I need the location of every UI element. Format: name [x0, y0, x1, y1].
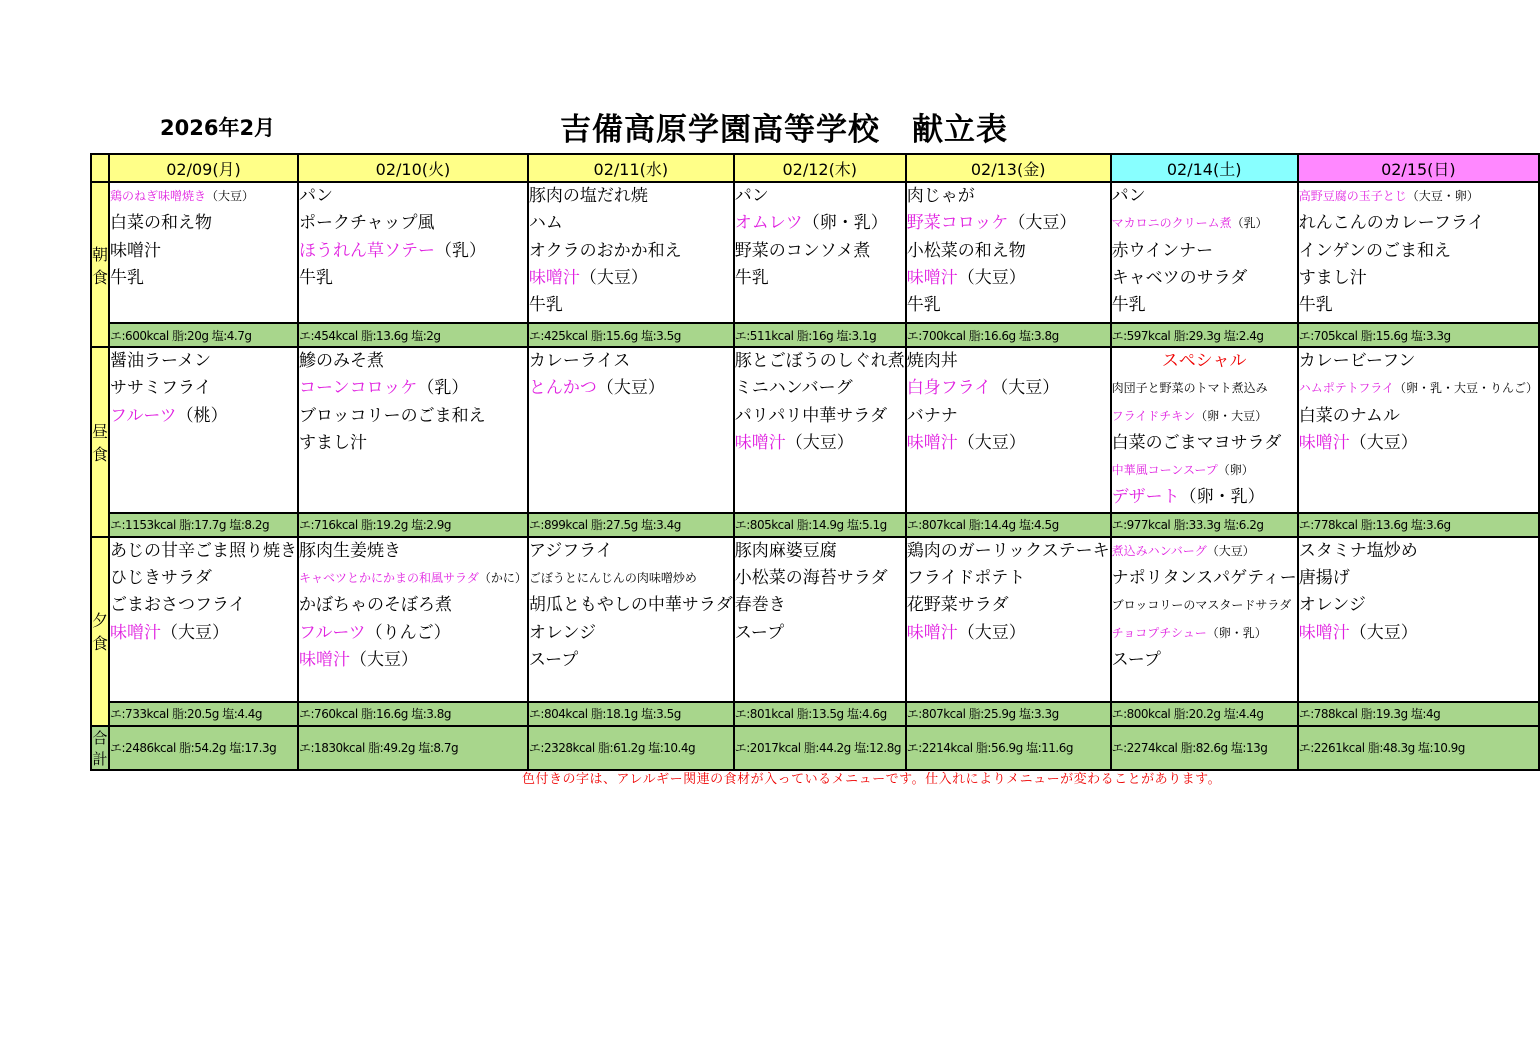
- dish-name: ポークチャップ風: [299, 213, 435, 234]
- nutrition-cell: エ:804kcal 脂:18.1g 塩:3.5g: [528, 702, 734, 726]
- dish-name: 豚肉の塩だれ焼: [528, 186, 648, 206]
- allergen-dish-name: 味噌汁: [1298, 432, 1350, 453]
- menu-cell: [734, 537, 906, 702]
- menu-item: [1299, 183, 1538, 210]
- menu-item: [299, 592, 527, 619]
- allergen-tag: （大豆・卵）: [1406, 189, 1479, 203]
- menu-item: [299, 538, 527, 565]
- dish-name: 豚とごぼうのしぐれ煮: [734, 351, 905, 371]
- dish-name: 牛乳: [1298, 295, 1333, 316]
- dish-name: オクラのおかか和え: [528, 240, 682, 261]
- meal-row-lunch: [91, 347, 1539, 513]
- allergen-dish-name: 野菜コロッケ: [906, 213, 1009, 234]
- dish-name: ササミフライ: [110, 378, 212, 399]
- allergen-tag: （卵・乳）: [1179, 487, 1265, 508]
- menu-item: [529, 292, 733, 319]
- allergen-dish-name: 中華風コーンスープ: [1111, 463, 1218, 478]
- dish-name: 味噌汁: [110, 240, 162, 261]
- menu-cell: [109, 537, 298, 702]
- dish-name: オレンジ: [528, 622, 597, 643]
- allergen-dish-name: フルーツ: [110, 405, 177, 426]
- allergen-tag: （大豆）: [957, 432, 1026, 453]
- menu-cell: [109, 347, 298, 513]
- month-label: 2026年2月: [160, 116, 276, 140]
- dish-name: 牛乳: [906, 295, 941, 316]
- dish-name: 小松菜の海苔サラダ: [734, 568, 888, 589]
- menu-cell: [1298, 347, 1539, 513]
- allergen-dish-name: 味噌汁: [1298, 622, 1350, 643]
- menu-item: [1112, 457, 1297, 484]
- allergen-tag: （りんご）: [365, 622, 451, 643]
- dish-name: 醤油ラーメン: [110, 351, 212, 371]
- menu-item: [907, 620, 1110, 647]
- menu-item: [1112, 592, 1297, 619]
- corner-cell: [91, 154, 109, 182]
- dish-name: 牛乳: [528, 295, 563, 316]
- menu-cell: [734, 182, 906, 323]
- allergen-dish-name: 白身フライ: [906, 378, 992, 399]
- menu-item: [529, 538, 733, 565]
- menu-cell: [1111, 537, 1298, 702]
- menu-item: [110, 565, 297, 592]
- menu-item: [110, 538, 297, 565]
- allergen-tag: （大豆）: [991, 378, 1060, 399]
- menu-item: [1299, 210, 1538, 237]
- menu-item: [1112, 238, 1297, 265]
- nutrition-cell: エ:716kcal 脂:19.2g 塩:2.9g: [298, 513, 528, 537]
- allergen-dish-name: 味噌汁: [906, 267, 958, 288]
- dish-name: 牛乳: [1111, 295, 1146, 316]
- menu-item: [907, 375, 1110, 402]
- dish-name: バナナ: [906, 405, 958, 426]
- menu-item: [299, 210, 527, 237]
- allergen-tag: （大豆）: [350, 649, 419, 670]
- menu-item: [1112, 565, 1297, 592]
- menu-item: [110, 403, 297, 430]
- allergen-dish-name: フルーツ: [299, 622, 366, 643]
- allergen-dish-name: 味噌汁: [734, 432, 786, 453]
- day-header: 02/09(月): [109, 154, 298, 182]
- dish-name: 肉じゃが: [906, 186, 975, 206]
- menu-cell: [298, 347, 528, 513]
- nutrition-cell: エ:800kcal 脂:20.2g 塩:4.4g: [1111, 702, 1298, 726]
- dish-name: すまし汁: [1298, 267, 1367, 288]
- menu-table: [90, 153, 1540, 771]
- menu-item: [1299, 565, 1538, 592]
- day-header: 02/10(火): [298, 154, 528, 182]
- total-label: 合計: [91, 726, 109, 770]
- menu-item: [110, 183, 297, 210]
- allergen-dish-name: デザート: [1111, 487, 1180, 508]
- menu-item: [299, 403, 527, 430]
- total-cell: エ:1830kcal 脂:49.2g 塩:8.7g: [298, 726, 528, 770]
- allergen-tag: （乳）: [417, 378, 469, 399]
- menu-cell: [734, 347, 906, 513]
- nutrition-cell: エ:899kcal 脂:27.5g 塩:3.4g: [528, 513, 734, 537]
- dish-name: れんこんのカレーフライ: [1298, 213, 1485, 234]
- nutrition-row-lunch: [91, 513, 1539, 537]
- nutrition-cell: エ:425kcal 脂:15.6g 塩:3.5g: [528, 323, 734, 347]
- allergen-dish-name: とんかつ: [528, 378, 597, 399]
- menu-cell: [528, 182, 734, 323]
- menu-item: [1112, 183, 1297, 210]
- menu-item: [1299, 348, 1538, 375]
- menu-item: [907, 210, 1110, 237]
- allergen-dish-name: 煮込みハンバーグ: [1111, 543, 1207, 558]
- menu-item: [299, 375, 527, 402]
- menu-item: [735, 238, 905, 265]
- dish-name: ナポリタンスパゲティー: [1111, 568, 1297, 589]
- nutrition-cell: エ:733kcal 脂:20.5g 塩:4.4g: [109, 702, 298, 726]
- menu-item: [529, 565, 733, 592]
- menu-item: [907, 430, 1110, 457]
- menu-item: [1299, 592, 1538, 619]
- allergen-dish-name: フライドチキン: [1111, 408, 1196, 423]
- dish-name: ごまおさつフライ: [110, 595, 246, 616]
- menu-cell: [528, 537, 734, 702]
- dish-name: パリパリ中華サラダ: [734, 405, 888, 426]
- menu-item: [1112, 348, 1297, 375]
- menu-item: [1299, 538, 1538, 565]
- allergen-dish-name: マカロニのクリーム煮: [1111, 216, 1232, 231]
- total-row: [91, 726, 1539, 770]
- dish-name: 唐揚げ: [1298, 568, 1350, 589]
- menu-item: [907, 183, 1110, 210]
- allergen-tag: （かに）: [478, 571, 527, 586]
- menu-item: [735, 430, 905, 457]
- allergen-tag: （大豆）: [1349, 432, 1418, 453]
- dish-name: 野菜のコンソメ煮: [734, 240, 871, 261]
- nutrition-row-dinner: [91, 702, 1539, 726]
- nutrition-cell: エ:600kcal 脂:20g 塩:4.7g: [109, 323, 298, 347]
- nutrition-cell: エ:807kcal 脂:25.9g 塩:3.3g: [906, 702, 1111, 726]
- allergen-dish-name: 鶏のねぎ味噌焼き: [110, 189, 207, 203]
- dish-name: パン: [734, 186, 769, 206]
- menu-item: [907, 292, 1110, 319]
- day-header-row: [91, 154, 1539, 182]
- menu-item: [735, 348, 905, 375]
- dish-name: カレービーフン: [1298, 351, 1416, 371]
- dish-name: パン: [299, 186, 334, 206]
- menu-item: [299, 565, 527, 592]
- menu-item: [1299, 403, 1538, 430]
- dish-name: スタミナ塩炒め: [1298, 540, 1418, 561]
- allergen-dish-name: ハムポテトフライ: [1298, 381, 1394, 396]
- menu-cell: [906, 537, 1111, 702]
- menu-item: [110, 348, 297, 375]
- menu-item: [735, 265, 905, 292]
- allergen-dish-name: コーンコロッケ: [299, 378, 418, 399]
- menu-item: [299, 183, 527, 210]
- nutrition-cell: エ:760kcal 脂:16.6g 塩:3.8g: [298, 702, 528, 726]
- menu-item: [529, 647, 733, 674]
- menu-item: [735, 538, 905, 565]
- nutrition-cell: エ:801kcal 脂:13.5g 塩:4.6g: [734, 702, 906, 726]
- menu-item: [1299, 265, 1538, 292]
- total-cell: エ:2214kcal 脂:56.9g 塩:11.6g: [906, 726, 1111, 770]
- menu-item: [529, 375, 733, 402]
- day-header-saturday: 02/14(土): [1111, 154, 1298, 182]
- menu-cell: [298, 182, 528, 323]
- menu-item: [110, 375, 297, 402]
- menu-item: [529, 620, 733, 647]
- dish-name: 牛乳: [299, 267, 334, 288]
- dish-name: スープ: [528, 649, 579, 670]
- dish-name: 豚肉生姜焼き: [299, 540, 402, 561]
- allergen-tag: （卵・乳）: [802, 213, 888, 234]
- dish-name: ブロッコリーのマスタードサラダ: [1111, 598, 1292, 613]
- total-cell: エ:2274kcal 脂:82.6g 塩:13g: [1111, 726, 1298, 770]
- menu-item: [735, 592, 905, 619]
- total-cell: エ:2017kcal 脂:44.2g 塩:12.8g: [734, 726, 906, 770]
- dish-name: 胡瓜ともやしの中華サラダ: [528, 595, 733, 616]
- nutrition-cell: エ:805kcal 脂:14.9g 塩:5.1g: [734, 513, 906, 537]
- menu-item: [110, 265, 297, 292]
- menu-item: [1299, 620, 1538, 647]
- menu-item: [1112, 292, 1297, 319]
- menu-item: [1299, 375, 1538, 402]
- dish-name: 豚肉麻婆豆腐: [734, 540, 837, 561]
- allergen-tag: （乳）: [435, 240, 487, 261]
- dish-name: 小松菜の和え物: [906, 240, 1026, 261]
- allergen-tag: （大豆）: [957, 267, 1026, 288]
- menu-item: [529, 183, 733, 210]
- dish-name: すまし汁: [299, 432, 368, 453]
- allergen-tag: （桃）: [176, 405, 228, 426]
- dish-name: ひじきサラダ: [110, 568, 212, 589]
- dish-name: 春巻き: [734, 595, 786, 616]
- menu-item: [110, 210, 297, 237]
- nutrition-cell: エ:511kcal 脂:16g 塩:3.1g: [734, 323, 906, 347]
- menu-item: [1299, 238, 1538, 265]
- menu-item: [299, 238, 527, 265]
- meal-row-breakfast: [91, 182, 1539, 323]
- allergen-dish-name: 味噌汁: [528, 267, 580, 288]
- allergen-tag: （卵・乳・大豆・りんご）: [1394, 381, 1539, 396]
- menu-item: [110, 620, 297, 647]
- menu-item: [110, 592, 297, 619]
- dish-name: スープ: [734, 622, 785, 643]
- total-cell: エ:2261kcal 脂:48.3g 塩:10.9g: [1298, 726, 1539, 770]
- dish-name: 白菜のごまマヨサラダ: [1111, 432, 1282, 453]
- allergen-dish-name: 味噌汁: [906, 432, 958, 453]
- nutrition-cell: エ:977kcal 脂:33.3g 塩:6.2g: [1111, 513, 1298, 537]
- menu-item: [1112, 647, 1297, 674]
- menu-item: [529, 210, 733, 237]
- menu-item: [1112, 403, 1297, 430]
- dish-name: フライドポテト: [906, 568, 1026, 589]
- allergen-dish-name: 味噌汁: [906, 622, 958, 643]
- allergen-tag: （卵）: [1217, 463, 1254, 478]
- menu-item: [907, 238, 1110, 265]
- menu-item: [1112, 484, 1297, 511]
- menu-item: [110, 238, 297, 265]
- allergen-dish-name: オムレツ: [734, 213, 803, 234]
- dish-name: スペシャル: [1161, 351, 1247, 371]
- dish-name: 白菜の和え物: [110, 213, 213, 234]
- allergen-tag: （大豆）: [1206, 543, 1255, 558]
- menu-item: [529, 238, 733, 265]
- menu-item: [907, 538, 1110, 565]
- menu-cell: [906, 182, 1111, 323]
- dish-name: 赤ウインナー: [1111, 240, 1214, 261]
- allergen-tag: （大豆）: [161, 622, 230, 643]
- dish-name: 白菜のナムル: [1298, 405, 1400, 426]
- dish-name: 肉団子と野菜のトマト煮込み: [1111, 381, 1268, 396]
- dish-name: ごぼうとにんじんの肉味噌炒め: [528, 571, 697, 586]
- menu-item: [907, 403, 1110, 430]
- day-header: 02/12(木): [734, 154, 906, 182]
- meal-label-dinner: 夕食: [91, 537, 109, 726]
- allergen-dish-name: キャベツとかにかまの和風サラダ: [299, 571, 479, 586]
- nutrition-cell: エ:700kcal 脂:16.6g 塩:3.8g: [906, 323, 1111, 347]
- meal-label-breakfast: 朝食: [91, 182, 109, 347]
- nutrition-cell: エ:705kcal 脂:15.6g 塩:3.3g: [1298, 323, 1539, 347]
- dish-name: キャベツのサラダ: [1111, 267, 1248, 288]
- dish-name: 牛乳: [734, 267, 769, 288]
- dish-name: 鶏肉のガーリックステーキ: [906, 540, 1110, 561]
- nutrition-cell: エ:778kcal 脂:13.6g 塩:3.6g: [1298, 513, 1539, 537]
- day-header: 02/11(水): [528, 154, 734, 182]
- dish-name: 鰺のみそ煮: [299, 351, 385, 371]
- dish-name: ハム: [528, 213, 563, 234]
- menu-item: [299, 620, 527, 647]
- allergen-tag: （大豆）: [1008, 213, 1077, 234]
- nutrition-cell: エ:597kcal 脂:29.3g 塩:2.4g: [1111, 323, 1298, 347]
- nutrition-cell: エ:807kcal 脂:14.4g 塩:4.5g: [906, 513, 1111, 537]
- menu-item: [529, 348, 733, 375]
- allergen-tag: （大豆）: [957, 622, 1026, 643]
- meal-row-dinner: [91, 537, 1539, 702]
- allergen-tag: （大豆）: [206, 189, 255, 203]
- nutrition-cell: エ:788kcal 脂:19.3g 塩:4g: [1298, 702, 1539, 726]
- menu-item: [1112, 265, 1297, 292]
- nutrition-row-breakfast: [91, 323, 1539, 347]
- menu-item: [1112, 538, 1297, 565]
- allergen-tag: （乳）: [1231, 216, 1268, 231]
- dish-name: 花野菜サラダ: [906, 595, 1009, 616]
- allergen-dish-name: ほうれん草ソテー: [299, 240, 436, 261]
- menu-cell: [298, 537, 528, 702]
- menu-cell: [1298, 537, 1539, 702]
- meal-label-lunch: 昼食: [91, 347, 109, 537]
- allergen-tag: （卵・乳）: [1206, 625, 1267, 640]
- allergen-dish-name: 高野豆腐の玉子とじ: [1298, 189, 1407, 203]
- menu-cell: [1111, 182, 1298, 323]
- menu-item: [1112, 375, 1297, 402]
- menu-item: [735, 620, 905, 647]
- menu-cell: [906, 347, 1111, 513]
- dish-name: カレーライス: [528, 351, 631, 371]
- day-header: 02/13(金): [906, 154, 1111, 182]
- dish-name: パン: [1111, 186, 1146, 206]
- menu-item: [907, 565, 1110, 592]
- menu-item: [299, 348, 527, 375]
- allergen-tag: （大豆）: [596, 378, 665, 399]
- menu-item: [529, 265, 733, 292]
- menu-item: [1299, 292, 1538, 319]
- allergen-dish-name: チョコプチシュー: [1111, 625, 1207, 640]
- dish-name: アジフライ: [528, 540, 613, 561]
- menu-cell: [109, 182, 298, 323]
- menu-item: [907, 265, 1110, 292]
- menu-item: [299, 265, 527, 292]
- day-header-sunday: 02/15(日): [1298, 154, 1539, 182]
- menu-cell: [1298, 182, 1539, 323]
- menu-item: [299, 647, 527, 674]
- nutrition-cell: エ:454kcal 脂:13.6g 塩:2g: [298, 323, 528, 347]
- allergen-dish-name: 味噌汁: [299, 649, 351, 670]
- dish-name: かぼちゃのそぼろ煮: [299, 595, 453, 616]
- menu-item: [735, 565, 905, 592]
- page-title: 吉備高原学園高等学校 献立表: [560, 112, 1008, 148]
- dish-name: ミニハンバーグ: [734, 378, 853, 399]
- dish-name: インゲンのごま和え: [1298, 240, 1452, 261]
- menu-cell: [528, 347, 734, 513]
- menu-item: [735, 210, 905, 237]
- allergen-tag: （卵・大豆）: [1195, 408, 1268, 423]
- menu-item: [1112, 430, 1297, 457]
- total-cell: エ:2328kcal 脂:61.2g 塩:10.4g: [528, 726, 734, 770]
- menu-item: [735, 375, 905, 402]
- dish-name: 牛乳: [110, 267, 145, 288]
- dish-name: あじの甘辛ごま照り焼き: [110, 540, 298, 561]
- menu-item: [1299, 430, 1538, 457]
- dish-name: 焼肉丼: [906, 351, 958, 371]
- menu-item: [1112, 210, 1297, 237]
- menu-item: [735, 403, 905, 430]
- menu-item: [907, 348, 1110, 375]
- menu-item: [735, 183, 905, 210]
- allergen-dish-name: 味噌汁: [110, 622, 162, 643]
- menu-item: [907, 592, 1110, 619]
- menu-item: [529, 592, 733, 619]
- menu-cell: [1111, 347, 1298, 513]
- menu-item: [299, 430, 527, 457]
- dish-name: ブロッコリーのごま和え: [299, 405, 486, 426]
- menu-item: [1112, 620, 1297, 647]
- nutrition-cell: エ:1153kcal 脂:17.7g 塩:8.2g: [109, 513, 298, 537]
- allergen-note: 色付きの字は、アレルギー関連の食材が入っているメニューです。仕入れによりメニューが変わることがあります。: [522, 772, 1222, 787]
- allergen-tag: （大豆）: [785, 432, 854, 453]
- total-cell: エ:2486kcal 脂:54.2g 塩:17.3g: [109, 726, 298, 770]
- allergen-tag: （大豆）: [1349, 622, 1418, 643]
- dish-name: スープ: [1111, 649, 1161, 670]
- dish-name: オレンジ: [1298, 595, 1366, 616]
- allergen-tag: （大豆）: [579, 267, 648, 288]
